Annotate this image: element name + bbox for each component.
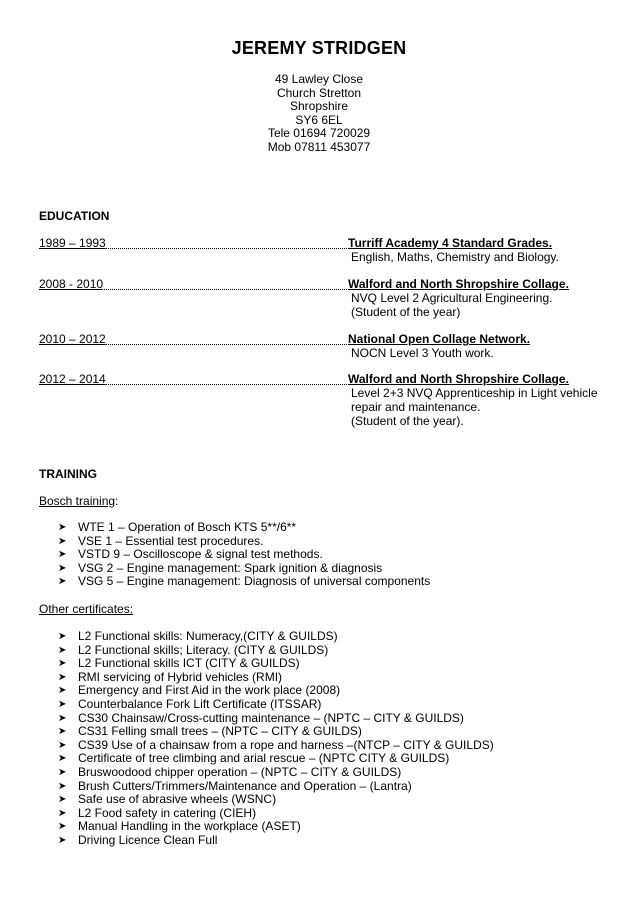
education-info [348, 372, 610, 428]
arrow-bullet-icon: ➤ [58, 549, 67, 561]
education-date: 2008 - 2010 [39, 277, 104, 291]
education-date-leader [39, 277, 347, 291]
education-detail-line: (Student of the year). [351, 414, 464, 428]
education-info [348, 277, 610, 319]
arrow-bullet-icon: ➤ [58, 522, 67, 533]
list-item-text: VSG 2 – Engine management: Spark ignition & diagnosis [78, 560, 383, 575]
arrow-bullet-icon: ➤ [58, 658, 67, 670]
education-detail-line: Level 2+3 NVQ Apprenticeship in Light vehicle repair and maintenance. [351, 386, 598, 414]
address-block [0, 73, 638, 155]
arrow-bullet-icon: ➤ [58, 753, 67, 765]
list-item [58, 698, 494, 712]
training-heading: TRAINING [39, 467, 97, 481]
education-details [351, 386, 610, 428]
education-detail-line: NVQ Level 2 Agricultural Engineering. [351, 291, 553, 305]
arrow-bullet-icon: ➤ [58, 712, 67, 724]
education-institution: National Open Collage Network. [348, 332, 531, 346]
list-item [58, 548, 430, 562]
list-item [58, 834, 494, 848]
education-details [351, 346, 610, 360]
list-item-text: L2 Functional skills; Literacy. (CITY & GUILDS) [78, 642, 329, 657]
list-item-text: L2 Functional skills: Numeracy,(CITY & GUILDS) [78, 629, 338, 643]
list-item [58, 766, 494, 780]
list-item [58, 820, 494, 834]
arrow-bullet-icon: ➤ [58, 644, 67, 656]
arrow-bullet-icon: ➤ [58, 631, 67, 642]
list-item-text: WTE 1 – Operation of Bosch KTS 5**/6** [78, 520, 297, 534]
mobile-line: Mob 07811 453077 [267, 139, 371, 154]
education-institution: Walford and North Shropshire Collage. [348, 277, 569, 291]
list-item-text: Bruswoodood chipper operation – (NPTC – CITY & GUILDS) [78, 764, 402, 779]
list-item-text: L2 Food safety in catering (CIEH) [78, 805, 257, 820]
arrow-bullet-icon: ➤ [58, 834, 67, 846]
arrow-bullet-icon: ➤ [58, 562, 67, 574]
education-date: 1989 – 1993 [39, 236, 106, 250]
list-item [58, 562, 430, 576]
list-item [58, 535, 430, 549]
arrow-bullet-icon: ➤ [58, 685, 67, 697]
list-item-text: Manual Handling in the workplace (ASET) [78, 819, 301, 834]
list-item-text: Brush Cutters/Trimmers/Maintenance and Operation – (Lantra) [78, 778, 412, 793]
list-item [58, 752, 494, 766]
list-item [58, 684, 494, 698]
list-item-text: CS39 Use of a chainsaw from a rope and harness –(NTCP – CITY & GUILDS) [78, 737, 494, 752]
education-info [348, 236, 610, 264]
education-info [348, 332, 610, 360]
list-item [58, 780, 494, 794]
list-item [58, 739, 494, 753]
arrow-bullet-icon: ➤ [58, 726, 67, 738]
arrow-bullet-icon: ➤ [58, 807, 67, 819]
list-item-text: VSE 1 – Essential test procedures. [78, 533, 264, 548]
list-item-text: Safe use of abrasive wheels (WSNC) [78, 792, 277, 807]
arrow-bullet-icon: ➤ [58, 535, 67, 547]
list-item [58, 807, 494, 821]
education-detail-line: English, Maths, Chemistry and Biology. [351, 250, 559, 264]
phone-line: Tele 01694 720029 [267, 126, 371, 141]
arrow-bullet-icon: ➤ [58, 739, 67, 751]
address-line: SY6 6EL [295, 112, 343, 127]
address-line: Shropshire [289, 99, 349, 114]
education-date-leader [39, 372, 347, 386]
education-institution: Turriff Academy 4 Standard Grades. [348, 236, 553, 250]
bosch-training-label-text: Bosch training [39, 494, 116, 508]
list-item [58, 793, 494, 807]
education-details [351, 250, 610, 264]
education-detail-line: NOCN Level 3 Youth work. [351, 346, 494, 360]
list-item [58, 712, 494, 726]
address-line: 49 Lawley Close [274, 72, 364, 86]
list-item-text: VSG 5 – Engine management: Diagnosis of universal components [78, 574, 431, 589]
list-item-text: Counterbalance Fork Lift Certificate (ITSSAR) [78, 696, 322, 711]
list-item [58, 725, 494, 739]
education-date-leader [39, 236, 347, 250]
bosch-training-colon: : [115, 494, 119, 508]
list-item-text: Certificate of tree climbing and arial rescue – (NPTC CITY & GUILDS) [78, 751, 450, 766]
arrow-bullet-icon: ➤ [58, 821, 67, 833]
list-item-text: VSTD 9 – Oscilloscope & signal test methods. [78, 547, 323, 562]
list-item [58, 521, 430, 535]
arrow-bullet-icon: ➤ [58, 766, 67, 778]
address-line: Church Stretton [276, 85, 362, 100]
education-detail-line: (Student of the year) [351, 305, 461, 319]
bosch-training-list [58, 521, 430, 589]
education-institution: Walford and North Shropshire Collage. [348, 372, 569, 386]
arrow-bullet-icon: ➤ [58, 794, 67, 806]
list-item-text: RMI servicing of Hybrid vehicles (RMI) [78, 669, 283, 684]
list-item-text: Emergency and First Aid in the work place (2008) [78, 683, 341, 698]
list-item-text: Driving Licence Clean Full [78, 832, 218, 847]
other-certificates-list [58, 630, 494, 848]
arrow-bullet-icon: ➤ [58, 780, 67, 792]
candidate-name: JEREMY STRIDGEN [231, 38, 407, 58]
list-item [58, 671, 494, 685]
education-date-leader [39, 332, 347, 346]
list-item [58, 575, 430, 589]
list-item [58, 657, 494, 671]
list-item [58, 630, 494, 644]
arrow-bullet-icon: ➤ [58, 576, 67, 588]
list-item-text: CS31 Felling small trees – (NPTC – CITY & GUILDS) [78, 724, 362, 739]
arrow-bullet-icon: ➤ [58, 671, 67, 683]
education-heading: EDUCATION [39, 209, 110, 223]
education-details [351, 291, 610, 319]
list-item-text: CS30 Chainsaw/Cross-cutting maintenance – (NPTC – CITY & GUILDS) [78, 710, 464, 725]
list-item-text: L2 Functional skills ICT (CITY & GUILDS) [78, 656, 300, 671]
bosch-training-label [39, 494, 118, 508]
education-date: 2010 – 2012 [39, 332, 106, 346]
education-date: 2012 – 2014 [39, 372, 106, 386]
arrow-bullet-icon: ➤ [58, 698, 67, 710]
other-certificates-label: Other certificates: [39, 602, 134, 616]
list-item [58, 644, 494, 658]
